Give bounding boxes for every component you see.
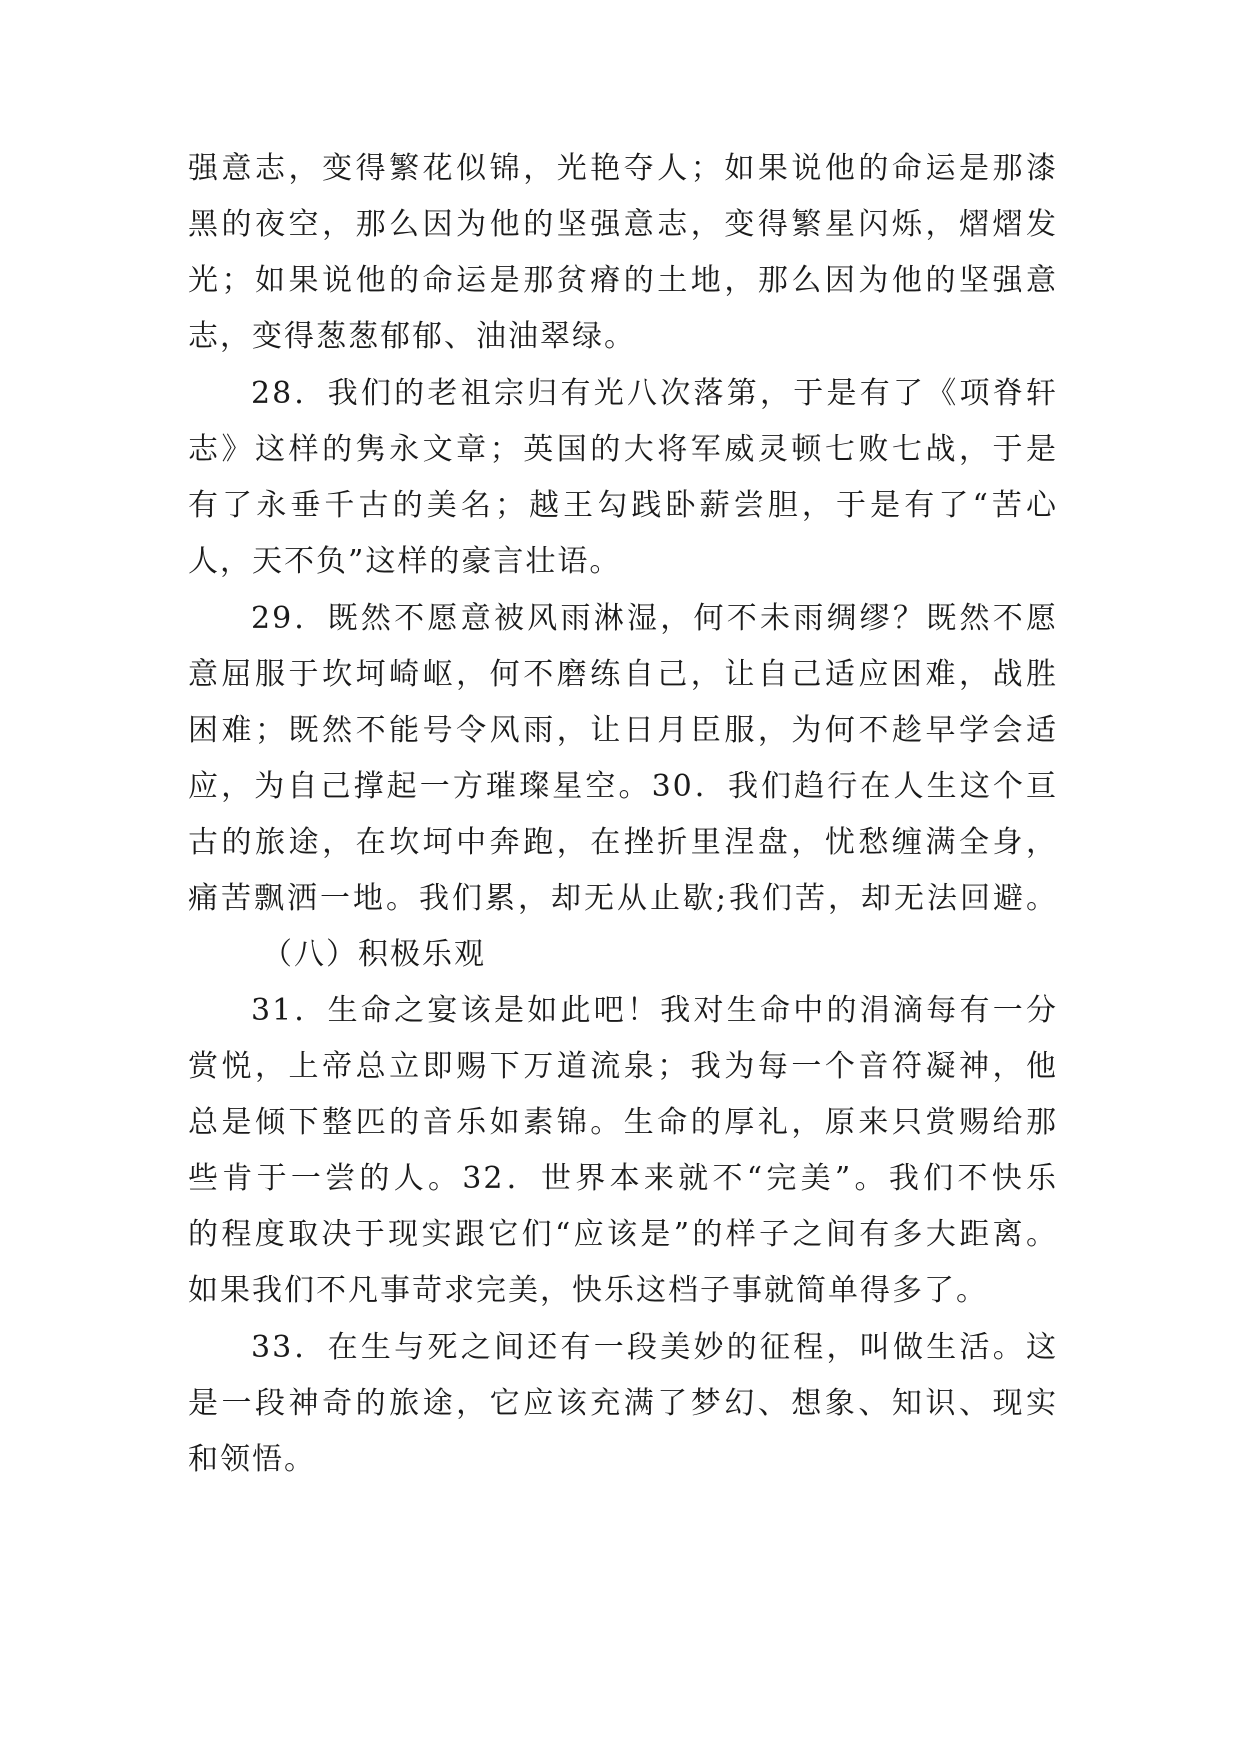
text-line: 有了永垂千古的美名；越王勾践卧薪尝胆，于是有了“苦心 [188, 488, 1058, 523]
paragraph-start-29: 29．既然不愿意被风雨淋湿，何不未雨绸缪？既然不愿 [251, 601, 1058, 636]
text-line: 如果我们不凡事苛求完美，快乐这档子事就简单得多了。 [188, 1273, 988, 1308]
text-line: 光；如果说他的命运是那贫瘠的土地，那么因为他的坚强意 [188, 263, 1058, 298]
text-line: 志，变得葱葱郁郁、油油翠绿。 [188, 319, 636, 354]
text-line: 的程度取决于现实跟它们“应该是”的样子之间有多大距离。 [188, 1217, 1058, 1252]
text-line: 赏悦，上帝总立即赐下万道流泉；我为每一个音符凝神，他 [188, 1049, 1058, 1084]
text-line: 和领悟。 [188, 1442, 316, 1477]
paragraph-start-28: 28．我们的老祖宗归有光八次落第，于是有了《项脊轩 [251, 376, 1058, 411]
text-line: 困难；既然不能号令风雨，让日月臣服，为何不趁早学会适 [188, 713, 1058, 748]
text-line: 些肯于一尝的人。32．世界本来就不“完美”。我们不快乐 [188, 1161, 1058, 1196]
text-line: 黑的夜空，那么因为他的坚强意志，变得繁星闪烁，熠熠发 [188, 207, 1058, 242]
text-line: 强意志，变得繁花似锦，光艳夺人；如果说他的命运是那漆 [188, 151, 1058, 186]
text-line: 志》这样的隽永文章；英国的大将军威灵顿七败七战，于是 [188, 432, 1058, 467]
text-line: 应，为自己撑起一方璀璨星空。30．我们趋行在人生这个亘 [188, 769, 1058, 804]
text-line: 人，天不负”这样的豪言壮语。 [188, 544, 622, 579]
text-line: 痛苦飘洒一地。我们累，却无从止歇;我们苦，却无法回避。 [188, 881, 1058, 916]
text-line: 意屈服于坎坷崎岖，何不磨练自己，让自己适应困难，战胜 [188, 657, 1058, 692]
text-line: 古的旅途，在坎坷中奔跑，在挫折里涅盘，忧愁缠满全身， [188, 825, 1058, 860]
section-heading: （八）积极乐观 [262, 937, 486, 972]
paragraph-start-33: 33．在生与死之间还有一段美妙的征程，叫做生活。这 [251, 1330, 1058, 1365]
paragraph-start-31: 31．生命之宴该是如此吧！我对生命中的涓滴每有一分 [251, 993, 1058, 1028]
text-line: 是一段神奇的旅途，它应该充满了梦幻、想象、知识、现实 [188, 1386, 1058, 1421]
text-line: 总是倾下整匹的音乐如素锦。生命的厚礼，原来只赏赐给那 [188, 1105, 1058, 1140]
